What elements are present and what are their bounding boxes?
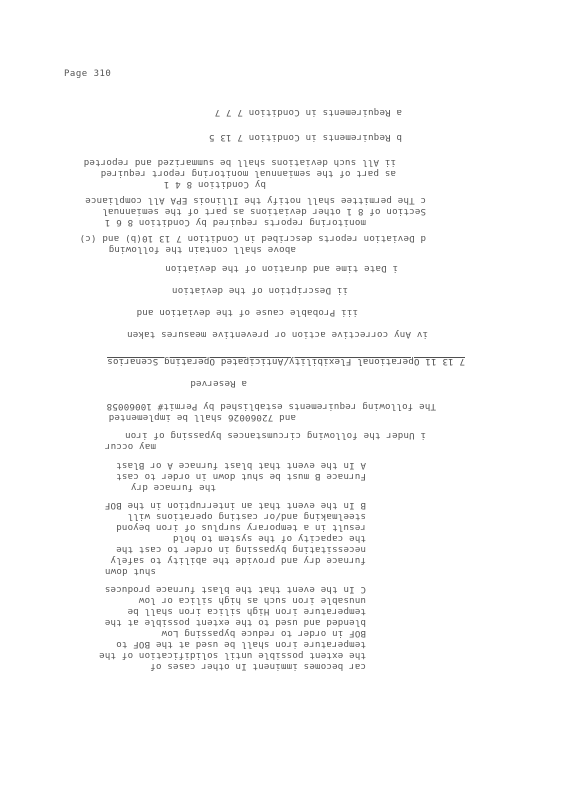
text-line: steelmaking and/or casting operations will — [127, 511, 366, 522]
text-line: Section of 8 1 other deviations as part of the semiannual — [102, 206, 426, 217]
text-line: A In the event that blast furnace A or Blast — [116, 460, 366, 471]
text-line: Furnace B must be shut down in order to cast — [116, 471, 366, 482]
text-line: as part of the semiannual monitoring report required — [100, 168, 396, 179]
text-line: iii Probable cause of the deviation and — [136, 307, 358, 318]
text-line: i Date time and duration of the deviation — [165, 263, 398, 274]
text-line: C In the event that the blast furnace produces — [104, 584, 366, 595]
text-line: d Deviation reports described in Condition 7 13 10(b) and (c) — [79, 233, 426, 244]
text-line: unusable iron such as high silica or low — [138, 595, 366, 606]
text-line: the extent possible until solidification of the — [98, 650, 366, 661]
text-line: car becomes imminent In other cases of — [150, 661, 366, 672]
text-line: the furnace dry — [130, 482, 216, 493]
text-line: and 72060026 shall be implemented — [108, 412, 296, 423]
text-line: result in a temporary surplus of iron beyond — [116, 522, 366, 533]
page-number: Page 310 — [64, 69, 112, 79]
text-line: c The permittee shall notify the Illinois EPA All compliance — [85, 195, 426, 206]
text-line: i Under the following circumstances bypassing of iron — [124, 430, 426, 441]
text-line: a Requirements in Condition 7 7 7 — [214, 107, 402, 118]
text-line: temperature iron shall be used at the BOF to — [116, 639, 366, 650]
text-line: iv Any corrective action or preventive measures taken — [126, 329, 428, 340]
text-line: necessitating bypassing in order to cast the — [116, 544, 366, 555]
text-line: furnace dry and provide the ability to safely — [110, 555, 366, 566]
text-line: above shall contain the following — [108, 244, 296, 255]
text-line: monitoring reports required by Condition 8 6 1 — [104, 217, 366, 228]
text-line: BOF in order to reduce bypassing Low — [161, 628, 366, 639]
text-line: ii All such deviations shall be summarized and reported — [83, 157, 396, 168]
text-line: the capacity of the system to hold — [172, 533, 366, 544]
text-line: B In the event that an interruption in the BOF — [104, 500, 366, 511]
text-line: shut down — [104, 566, 156, 577]
text-line: b Requirements in Condition 7 13 5 — [208, 132, 402, 143]
text-line: temperature iron High silica iron shall be — [127, 606, 366, 617]
text-line: by Condition 8 4 1 — [163, 179, 266, 190]
text-line: blended and used to the extent possible at the — [104, 617, 366, 628]
text-line: ii Description of the deviation — [171, 285, 348, 296]
section-heading: 7 13 11 Operational Flexibility/Anticipated Operating Scenarios — [107, 356, 465, 367]
text-line: The following requirements established by Permit# 10060058 — [106, 401, 436, 412]
text-line: may occur — [104, 441, 156, 452]
text-line: a Reserved — [190, 378, 247, 389]
